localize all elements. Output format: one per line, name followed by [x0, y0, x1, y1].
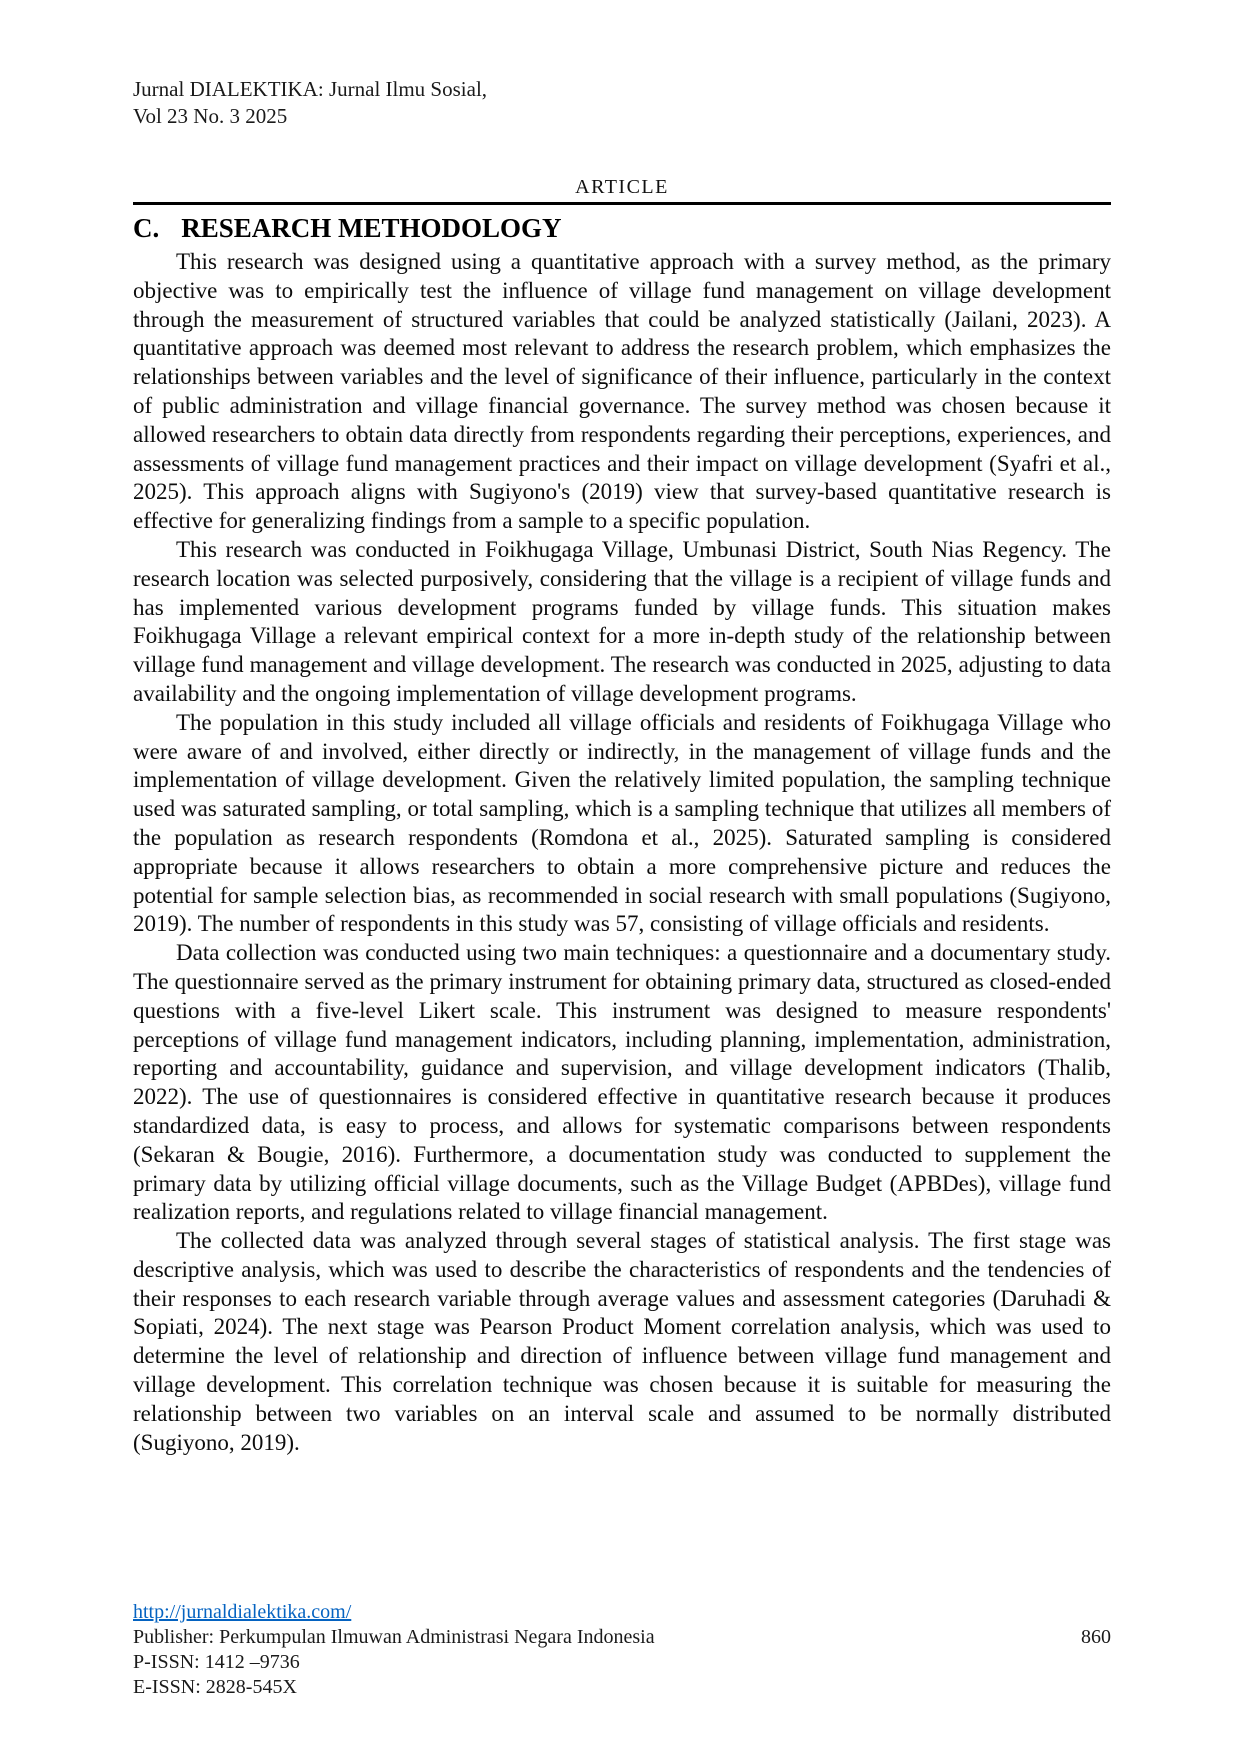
- journal-title-line2: Vol 23 No. 3 2025: [133, 104, 288, 128]
- section-body: [133, 248, 1111, 1457]
- paragraph: The population in this study included all village officials and residents of Foikhugaga Village who were aware of and involved, either directly or indirectly, in the management of village funds and the implementation of village development. Given the relatively limited population, the sampling technique used was saturated sampling, or total sampling, which is a sampling technique that utilizes all members of the population as research respondents (Romdona et al., 2025). Saturated sampling is considered appropriate because it allows researchers to obtain a more comprehensive picture and reduces the potential for sample selection bias, as recommended in social research with small populations (Sugiyono, 2019). The number of respondents in this study was 57, consisting of village officials and residents.: [133, 709, 1111, 937]
- paragraph: The collected data was analyzed through several stages of statistical analysis. The first stage was descriptive analysis, which was used to describe the characteristics of respondents and the tendencies of their responses to each research variable through average values and assessment categories (Daruhadi & Sopiati, 2024). The next stage was Pearson Product Moment correlation analysis, which was used to determine the level of relationship and direction of influence between village fund management and village development. This correlation technique was chosen because it is suitable for measuring the relationship between two variables on an interval scale and assumed to be normally distributed (Sugiyono, 2019).: [133, 1228, 1111, 1455]
- paragraph: Data collection was conducted using two main techniques: a questionnaire and a documentary study. The questionnaire served as the primary instrument for obtaining primary data, structured as closed-ended questions with a five-level Likert scale. This instrument was designed to measure respondents' perceptions of village fund management indicators, including planning, implementation, administration, reporting and accountability, guidance and supervision, and village development indicators (Thalib, 2022). The use of questionnaires is considered effective in quantitative research because it produces standardized data, is easy to process, and allows for systematic comparisons between respondents (Sekaran & Bougie, 2016). Furthermore, a documentation study was conducted to supplement the primary data by utilizing official village documents, such as the Village Budget (APBDes), village fund realization reports, and regulations related to village financial management.: [133, 940, 1111, 1225]
- publisher-text: Publisher: Perkumpulan Ilmuwan Administrasi Negara Indonesia: [133, 1626, 655, 1648]
- journal-url-link[interactable]: http://jurnaldialektika.com/: [133, 1601, 352, 1623]
- e-issn-text: E-ISSN: 2828-545X: [133, 1676, 297, 1698]
- section-heading-number: C.: [133, 213, 160, 243]
- page-number: 860: [1081, 1626, 1111, 1648]
- article-label: ARTICLE: [575, 176, 669, 198]
- footer-link-line: [133, 1600, 1111, 1625]
- p-issn-text: P-ISSN: 1412 –9736: [133, 1651, 300, 1673]
- paragraph: This research was designed using a quantitative approach with a survey method, as the primary objective was to empirically test the influence of village fund management on village development through the measurement of structured variables that could be analyzed statistically (Jailani, 2023). A quantitative approach was deemed most relevant to address the research problem, which emphasizes the relationships between variables and the level of significance of their influence, particularly in the context of public administration and village financial governance. The survey method was chosen because it allowed researchers to obtain data directly from respondents regarding their perceptions, experiences, and assessments of village fund management practices and their impact on village development (Syafri et al., 2025). This approach aligns with Sugiyono's (2019) view that survey-based quantitative research is effective for generalizing findings from a sample to a specific population.: [133, 249, 1111, 534]
- page-footer: [133, 1600, 1111, 1700]
- journal-title-line1: Jurnal DIALEKTIKA: Jurnal Ilmu Sosial,: [133, 77, 488, 101]
- footer-publisher-line: [133, 1625, 1111, 1650]
- section-heading-title: RESEARCH METHODOLOGY: [181, 213, 562, 243]
- article-header-divider: [133, 176, 1111, 205]
- page-content: [133, 76, 1111, 1457]
- paragraph: This research was conducted in Foikhugaga Village, Umbunasi District, South Nias Regency. The research location was selected purposively, considering that the village is a recipient of village funds and has implemented various development programs funded by village funds. This situation makes Foikhugaga Village a relevant empirical context for a more in-depth study of the relationship between village fund management and village development. The research was conducted in 2025, adjusting to data availability and the ongoing implementation of village development programs.: [133, 536, 1111, 706]
- section-heading: [133, 212, 1111, 244]
